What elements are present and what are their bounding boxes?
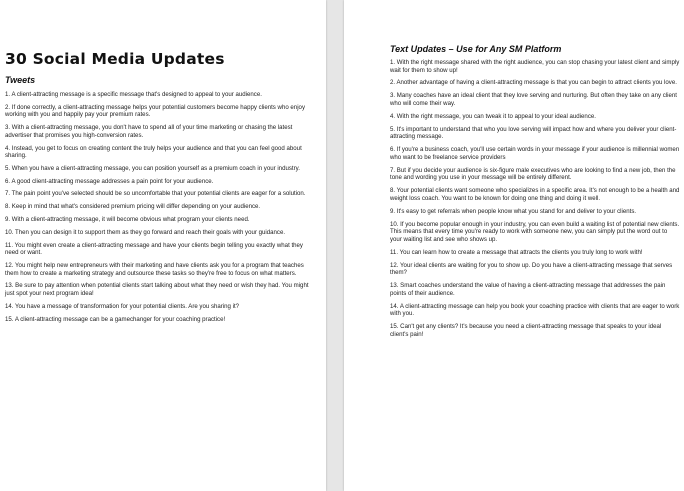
left-page: [0, 0, 326, 491]
text-update-item: 8. Your potential clients want someone who specializes in a specific area. It's not enough to be a health and weight loss coach. You want to be known for doing one thing and doing it well.: [390, 187, 680, 202]
tweet-item: 11. You might even create a client-attracting message and have your clients begin telling you exactly what they need or want.: [5, 241, 303, 257]
tweet-item: 12. You might help new entrepreneurs with their marketing and have clients ask you for a program that teaches them how to create a marketing strategy and outsource these tasks so they're free to focus on what matters.: [5, 261, 304, 277]
text-update-item: 5. It's important to understand that who you love serving will impact how and where you deliver your client-attracting message.: [390, 125, 677, 141]
text-update-item: 14. A client-attracting message can help you book your coaching practice with clients that are eager to work with you.: [390, 302, 680, 318]
tweet-item: 4. Instead, you get to focus on creating content the truly helps your audience and that you can feel good about sharing.: [5, 144, 302, 160]
text-update-item: 13. Smart coaches understand the value of having a client-attracting message that addresses the pain points of their audience.: [390, 282, 666, 297]
tweet-item: 14. You have a message of transformation for your potential clients. Are you sharing it?: [5, 302, 240, 310]
right-page: [344, 0, 684, 491]
tweet-item: 6. A good client-attracting message addresses a pain point for your audience.: [5, 177, 214, 185]
text-update-item: 2. Another advantage of having a client-attracting message is that you can begin to attract clients you love.: [390, 79, 677, 87]
text-updates-heading: Text Updates – Use for Any SM Platform: [390, 44, 562, 54]
text-update-item: 4. With the right message, you can tweak it to appeal to your ideal audience.: [390, 112, 596, 120]
tweet-item: 13. Be sure to pay attention when potential clients start talking about what they need or wish they had. You might just spot your next program idea!: [5, 282, 309, 297]
tweet-item: 10. Then you can design it to support them as they go forward and reach their goals with your guidance.: [5, 228, 286, 236]
text-update-item: 9. It's easy to get referrals when people know what you stand for and deliver to your clients.: [390, 207, 637, 215]
tweet-item: 8. Keep in mind that what's considered premium pricing will differ depending on your audience.: [5, 203, 261, 211]
text-update-item: 10. If you become popular enough in your industry, you can even build a waiting list of potential new clients. This means that every time you're ready to work with someone new, you can simply put the word out to your waiting list and see who shows up.: [390, 220, 680, 243]
text-update-item: 1. With the right message shared with the right audience, you can stop chasing your latest client and simply wait for them to show up!: [390, 59, 680, 74]
text-update-item: 12. Your ideal clients are waiting for you to show up. Do you have a client-attracting message that serves them?: [390, 261, 673, 277]
document-title: 30 Social Media Updates: [5, 50, 225, 68]
text-updates-list: [390, 59, 680, 338]
text-update-item: 3. Many coaches have an ideal client that they love serving and nurturing. But often they take on any client who will come their way.: [390, 92, 677, 107]
tweet-item: 5. When you have a client-attracting message, you can position yourself as a premium coach in your industry.: [5, 164, 300, 172]
tweet-item: 1. A client-attracting message is a specific message that's designed to appeal to your audience.: [5, 91, 262, 98]
tweet-item: 9. With a client-attracting message, it will become obvious what program your clients need.: [5, 216, 250, 224]
text-update-item: 11. You can learn how to create a message that attracts the clients you truly long to work with!: [390, 248, 643, 256]
tweet-item: 15. A client-attracting message can be a gamechanger for your coaching practice!: [5, 315, 226, 323]
tweet-item: 3. With a client-attracting message, you don't have to spend all of your time marketing or chasing the latest advertiser that promises you high-conversion rates.: [5, 124, 293, 139]
tweets-heading: Tweets: [5, 75, 36, 85]
text-update-item: 7. But if you decide your audience is six-figure male executives who are looking to find a new job, then the tone and wording you use in your message will be entirely different.: [390, 166, 676, 182]
tweets-list: [5, 91, 316, 323]
tweet-item: 7. The pain point you've selected should be so uncomfortable that your potential clients are eager for a solution.: [5, 190, 306, 198]
tweet-item: 2. If done correctly, a client-attracting message helps your potential customers become happy clients who enjoy working with you and happily pay your premium rates.: [5, 103, 305, 119]
text-update-item: 6. If you're a business coach, you'll use certain words in your message if your audience is millennial women who want to be freelance service providers: [390, 146, 680, 161]
text-update-item: 15. Can't get any clients? It's because you need a client-attracting message that speaks to your ideal client's pain!: [390, 323, 662, 338]
